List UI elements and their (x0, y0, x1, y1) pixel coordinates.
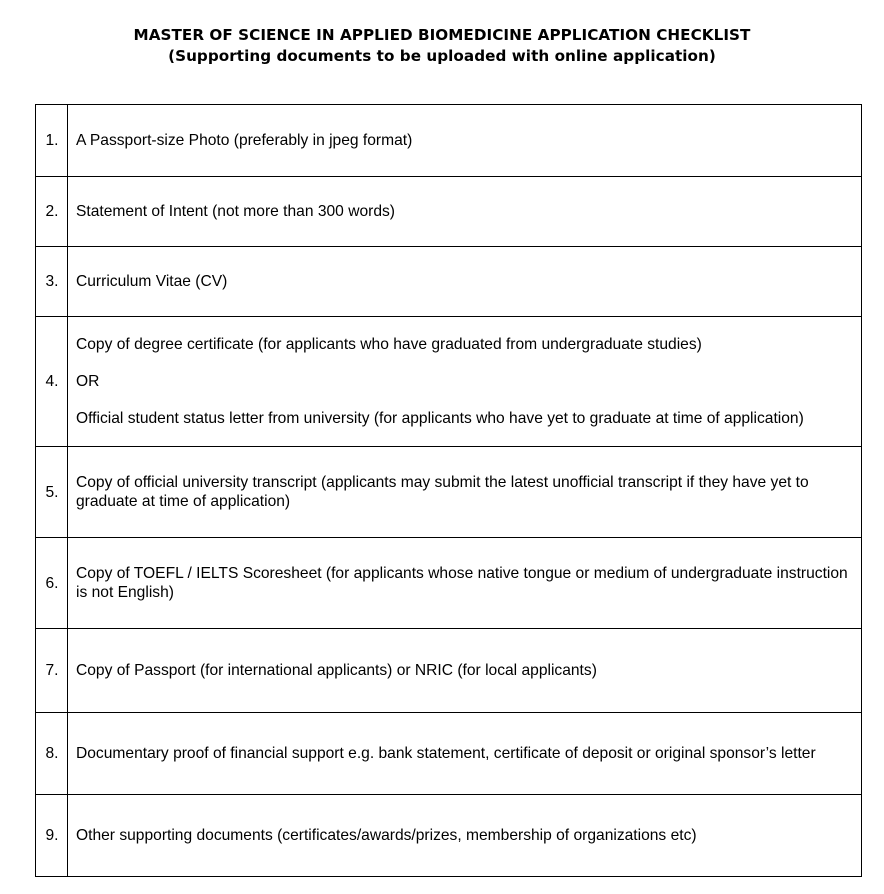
checklist-table (35, 104, 862, 877)
checklist-body (36, 105, 862, 877)
item-text-option-a: Copy of degree certificate (for applicants who have graduated from undergraduate studies) (76, 336, 702, 353)
item-number: 4. (36, 317, 68, 447)
item-text: A Passport-size Photo (preferably in jpeg format) (76, 132, 413, 149)
item-number: 3. (36, 247, 68, 317)
checklist-row-1 (36, 105, 862, 177)
checklist-row-6 (36, 538, 862, 629)
document-header (0, 25, 884, 67)
item-text: Copy of TOEFL / IELTS Scoresheet (for applicants whose native tongue or medium of undergraduate instruction is not English) (76, 565, 848, 601)
item-text: Documentary proof of financial support e.g. bank statement, certificate of deposit or original sponsor’s letter (76, 745, 816, 762)
item-number: 6. (36, 538, 68, 629)
item-number: 9. (36, 795, 68, 877)
checklist-row-9 (36, 795, 862, 877)
item-description (68, 105, 862, 177)
item-number: 8. (36, 713, 68, 795)
item-description (68, 538, 862, 629)
item-text: Other supporting documents (certificates/awards/prizes, membership of organizations etc) (76, 827, 697, 844)
item-number: 2. (36, 177, 68, 247)
item-number: 7. (36, 629, 68, 713)
checklist-row-2 (36, 177, 862, 247)
item-description (68, 713, 862, 795)
item-text-or: OR (76, 373, 100, 390)
item-text: Copy of official university transcript (applicants may submit the latest unofficial transcript if they have yet to graduate at time of application) (76, 474, 809, 510)
document-title: MASTER OF SCIENCE IN APPLIED BIOMEDICINE APPLICATION CHECKLIST (133, 26, 751, 44)
item-text: Curriculum Vitae (CV) (76, 273, 228, 290)
checklist-row-5 (36, 447, 862, 538)
checklist-row-3 (36, 247, 862, 317)
item-text: Statement of Intent (not more than 300 words) (76, 203, 395, 220)
checklist-row-4 (36, 317, 862, 447)
item-number: 5. (36, 447, 68, 538)
item-description (68, 795, 862, 877)
item-description (68, 629, 862, 713)
document-subtitle: (Supporting documents to be uploaded with online application) (168, 47, 716, 65)
item-description (68, 247, 862, 317)
item-text-option-b: Official student status letter from university (for applicants who have yet to graduate at time of application) (76, 410, 804, 427)
item-description (68, 447, 862, 538)
checklist-row-8 (36, 713, 862, 795)
item-number: 1. (36, 105, 68, 177)
checklist-row-7 (36, 629, 862, 713)
item-text: Copy of Passport (for international applicants) or NRIC (for local applicants) (76, 662, 597, 679)
item-description (68, 317, 862, 447)
item-description (68, 177, 862, 247)
